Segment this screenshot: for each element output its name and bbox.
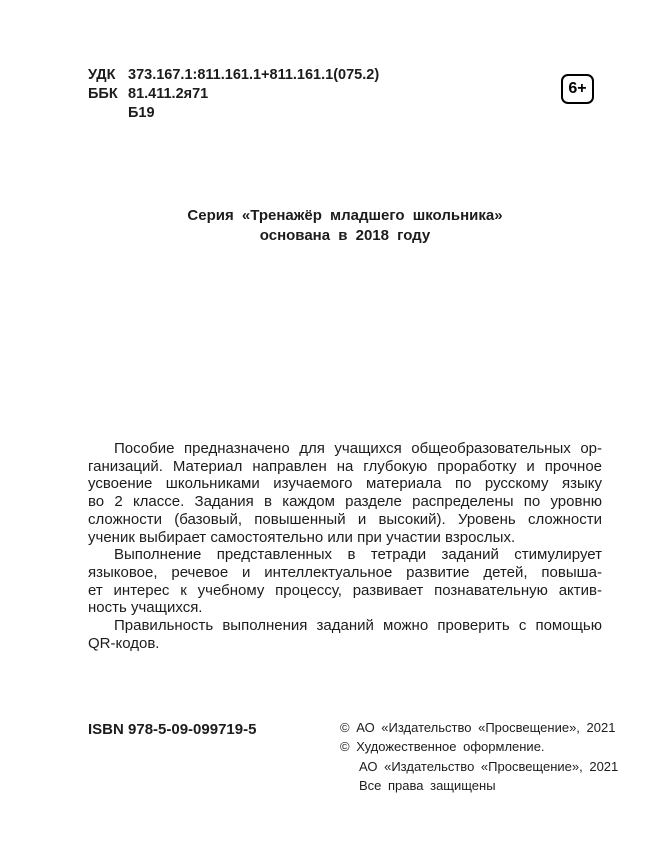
body-line: языковое, речевое и интеллектуальное развитие детей, повыша- — [88, 563, 602, 581]
isbn-line: ISBN 978-5-09-099719-5 — [88, 721, 257, 738]
body-line: ганизаций. Материал направлен на глубокую проработку и прочное — [88, 457, 602, 475]
body-line: ет интерес к учебному процессу, развивает познавательную актив- — [88, 581, 602, 599]
udk-value: 373.167.1:811.161.1+811.161.1(075.2) — [128, 67, 380, 83]
body-line: Пособие предназначено для учащихся общеобразовательных ор- — [114, 440, 602, 457]
body-line: Правильность выполнения заданий можно проверить с помощью — [114, 617, 602, 635]
series-line-1: Серия «Тренажёр младшего школьника» — [187, 207, 503, 224]
copyright-line: © Художественное оформление. — [340, 739, 545, 755]
series-line-2: основана в 2018 году — [259, 226, 431, 244]
copyright-line: АО «Издательство «Просвещение», 2021 — [359, 758, 619, 774]
age-rating-badge: 6+ — [561, 74, 594, 104]
copyright-line: Все права защищены — [359, 778, 496, 794]
body-line: сложности (базовый, повышенный и высокий). Уровень сложности — [88, 510, 602, 528]
body-line: усвоение школьниками изучаемого материала по русскому языку — [88, 475, 602, 493]
copyright-block — [340, 718, 618, 796]
body-line: QR-кодов. — [88, 634, 160, 652]
copyright-line: © АО «Издательство «Просвещение», 2021 — [340, 720, 616, 735]
classification-codes — [88, 66, 379, 123]
author-code: Б19 — [128, 105, 155, 121]
series-block — [88, 206, 602, 245]
udk-line — [88, 66, 379, 85]
body-line: во 2 классе. Задания в каждом разделе распределены по уровню — [88, 493, 602, 511]
bbk-label: ББК — [88, 86, 118, 102]
body-line: ность учащихся. — [88, 599, 203, 617]
bbk-line — [88, 85, 379, 104]
udk-label: УДК — [88, 67, 116, 83]
body-line: ученик выбирает самостоятельно или при участии взрослых. — [88, 528, 516, 546]
bbk-value: 81.411.2я71 — [128, 86, 209, 102]
body-line: Выполнение представленных в тетради заданий стимулирует — [114, 546, 602, 564]
body-text — [88, 440, 602, 652]
top-row — [88, 66, 594, 123]
